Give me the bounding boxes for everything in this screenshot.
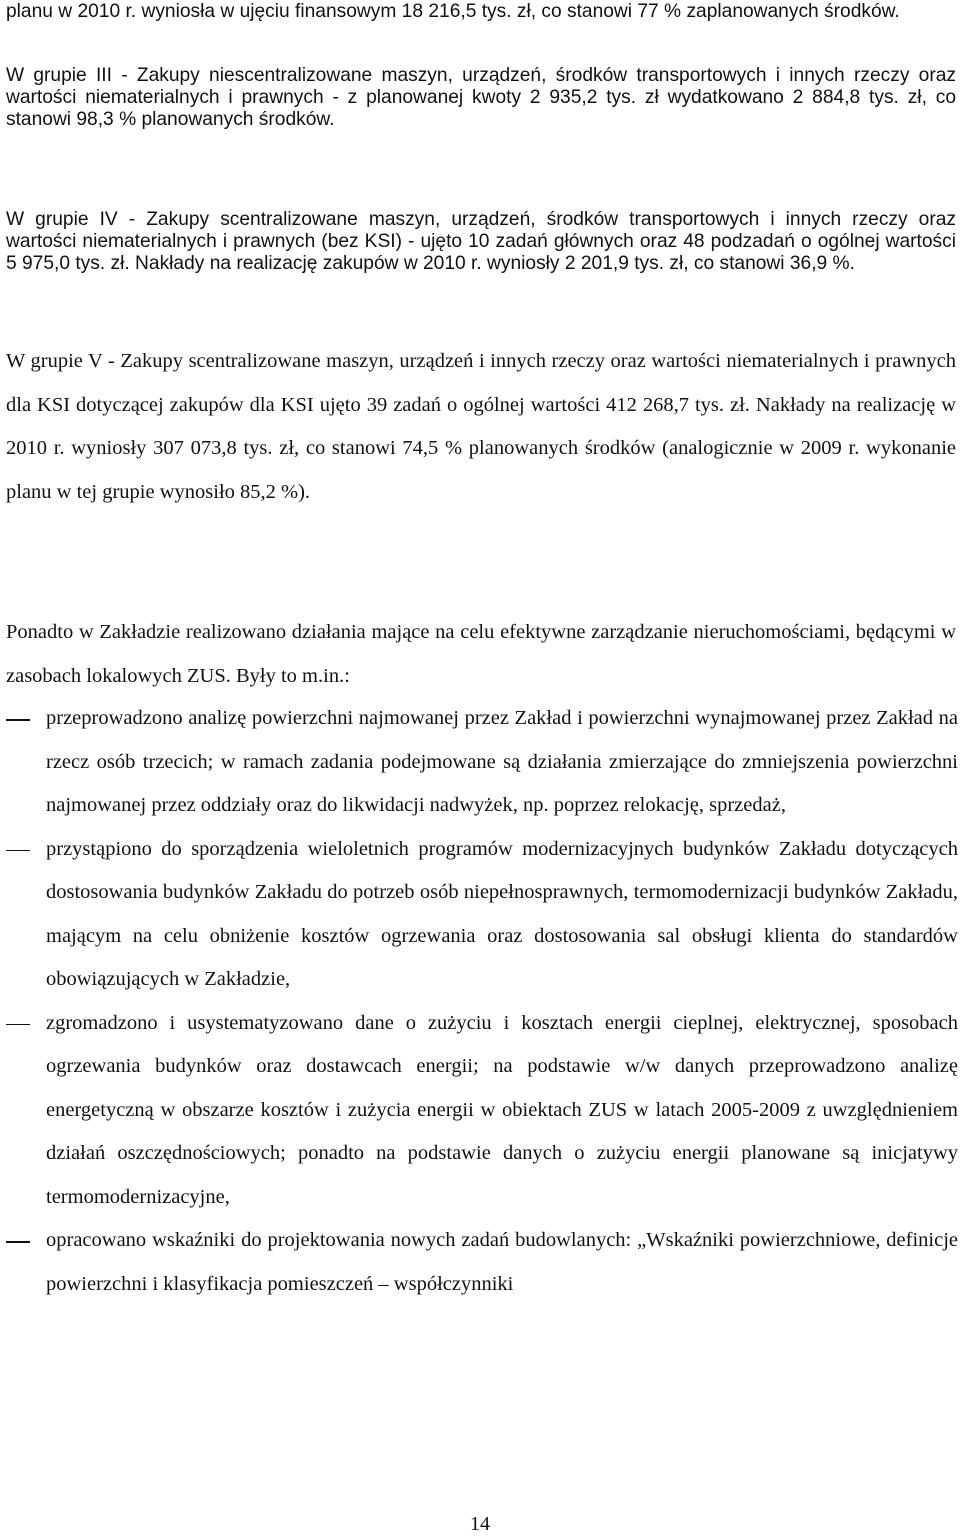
list-item-text: opracowano wskaźniki do projektowania nowych zadań budowlanych: „Wskaźniki powierzchniowe, definicje powierzchni i klasyfikacja pomieszczeń – współczynniki: [46, 1229, 958, 1295]
list-item: [0, 697, 958, 828]
list-item-text: przeprowadzono analizę powierzchni najmowanej przez Zakład i powierzchni wynajmowanej przez Zakład na rzecz osób trzecich; w ramach zadania podejmowane są działania zmierzające do zmniejszenia powierzchni najmowanej przez oddziały oraz do likwidacji nadwyżek, np. poprzez relokację, sprzedaż,: [46, 707, 958, 816]
paragraph-group-v: W grupie V - Zakupy scentralizowane maszyn, urządzeń i innych rzeczy oraz wartości niematerialnych i prawnych dla KSI dotyczącej zakupów dla KSI ujęto 39 zadań o ogólnej wartości 412 268,7 tys. zł. Nakłady na realizację w 2010 r. wyniosły 307 073,8 tys. zł, co stanowi 74,5 % planowanych środków (analogicznie w 2009 r. wykonanie planu w tej grupie wynosiło 85,2 %).: [6, 350, 956, 503]
actions-list: [0, 697, 958, 1306]
paragraph-group-iv: W grupie IV - Zakupy scentralizowane maszyn, urządzeń, środków transportowych i innych rzeczy oraz wartości niematerialnych i prawnych (bez KSI) - ujęto 10 zadań głównych oraz 48 podzadań o ogólnej wartości 5 975,0 tys. zł. Nakłady na realizację zakupów w 2010 r. wyniosły 2 201,9 tys. zł, co stanowi 36,9 %.: [6, 209, 956, 274]
list-item-text: przystąpiono do sporządzenia wieloletnich programów modernizacyjnych budynków Zakładu dotyczących dostosowania budynków Zakładu do potrzeb osób niepełnosprawnych, termomodernizacji budynków Zakładu, mającym na celu obniżenie kosztów ogrzewania oraz dostosowania sal obsługi klienta do standardów obowiązujących w Zakładzie,: [46, 837, 958, 990]
list-item: [0, 1002, 958, 1220]
list-item: [0, 828, 958, 1002]
paragraph-plan-execution: planu w 2010 r. wyniosła w ujęciu finansowym 18 216,5 tys. zł, co stanowi 77 % zaplanowanych środków.: [6, 1, 900, 22]
list-item: [0, 1219, 958, 1306]
paragraph-group-iii: W grupie III - Zakupy niescentralizowane maszyn, urządzeń, środków transportowych i innych rzeczy oraz wartości niematerialnych i prawnych - z planowanej kwoty 2 935,2 tys. zł wydatkowano 2 884,8 tys. zł, co stanowi 98,3 % planowanych środków.: [6, 65, 956, 130]
paragraph-real-estate-intro: Ponadto w Zakładzie realizowano działania mające na celu efektywne zarządzanie nieruchomościami, będącymi w zasobach lokalowych ZUS. Były to m.in.:: [6, 621, 956, 687]
list-item-text: zgromadzono i usystematyzowano dane o zużyciu i kosztach energii cieplnej, elektrycznej, sposobach ogrzewania budynków oraz dostawcach energii; na podstawie w/w danych przeprowadzono analizę energetyczną w obszarze kosztów i zużycia energii w obiektach ZUS w latach 2005-2009 z uwzględnieniem działań oszczędnościowych; ponadto na podstawie danych o zużyciu energii planowane są inicjatywy termomodernizacyjne,: [46, 1011, 958, 1208]
page-number: 14: [470, 1513, 490, 1535]
